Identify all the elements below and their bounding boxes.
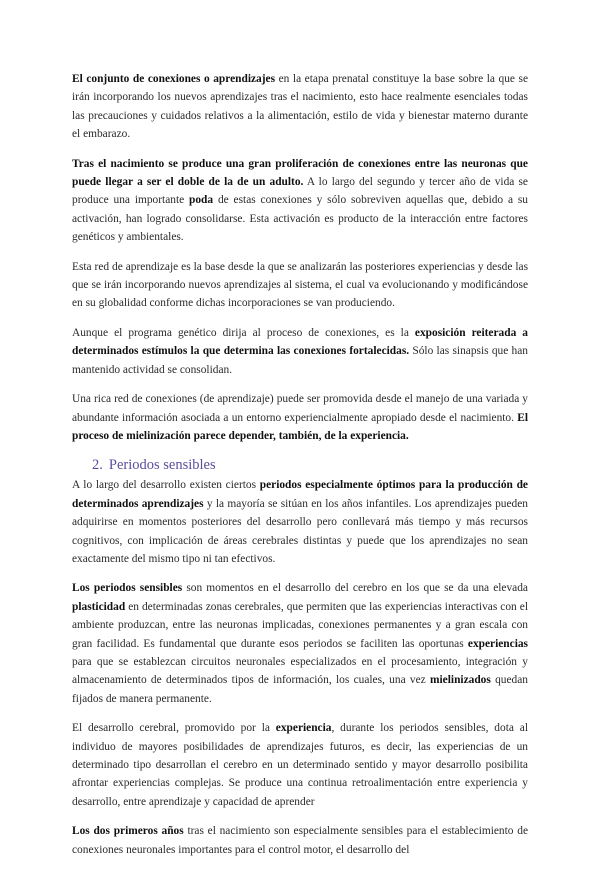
intro-section [72, 70, 528, 445]
body-text: en la etapa prenatal constituye la base sobre la que se irán incorporando los nuevos aprendizajes tras el nacimiento, esto hace realmente esenciales todas las precauciones y cuidados relativos a la alimentación, estilo de vida y bienestar materno durante el embarazo. [72, 73, 528, 141]
bold-text: experiencias [467, 637, 528, 650]
bold-text: poda [189, 194, 214, 207]
bold-text: plasticidad [72, 600, 126, 613]
body-text: El desarrollo cerebral, promovido por la [72, 722, 276, 735]
paragraph [72, 719, 528, 811]
body-text: A lo largo del segundo y tercer año de vida se produce una importante [72, 176, 528, 207]
paragraph [72, 476, 528, 568]
sensitive-periods-section [72, 476, 528, 859]
body-text: , durante los periodos sensibles, dota al individuo de mayores posibilidades de aprendizajes futuros, es decir, las experiencias de un determinado tipo desarrollan el cerebro en un determinado sentido y mayor desarrollo posibilita afrontar experiencias complejas. Se produce una continua retroalimentación entre experiencia y desarrollo, entre aprendizaje y capacidad de aprender [72, 722, 529, 808]
bold-text: periodos especialmente óptimos para la producción de determinados aprendizajes [72, 479, 528, 510]
bold-text: mielinizados [430, 674, 491, 687]
bold-text: exposición reiterada a determinados estímulos la que determina las conexiones fortalecidas. [72, 326, 528, 358]
body-text: Aunque el programa genético dirija al proceso de conexiones, es la [72, 326, 415, 339]
body-text: Esta red de aprendizaje es la base desde la que se analizarán las posteriores experiencias y desde las que se irán incorporando nuevos aprendizajes al sistema, el cual va evolucionando y modificándose en su globalidad conforme dichas incorporaciones se van produciendo. [72, 260, 528, 310]
body-text: y la mayoría se sitúan en los años infantiles. Los aprendizajes pueden adquirirse en momentos posteriores del desarrollo pero conllevará más tiempo y más recursos cognitivos, con implicación de áreas cerebrales distintas y puede que los aprendizajes no sean exactamente del mismo tipo ni tan efectivos. [72, 497, 529, 565]
body-text: en determinadas zonas cerebrales, que permiten que las experiencias interactivas con el ambiente produzcan, entre las neuronas implicadas, conexiones permanentes y a gran escala con gran facilidad. Es fundamental que durante esos periodos se faciliten las oportunas [72, 600, 528, 650]
body-text: para que se establezcan circuitos neuronales especializados en el procesamiento, integración y almacenamiento de determinados tipos de información, los cuales, una vez [72, 655, 528, 687]
bold-text: El conjunto de conexiones o aprendizajes [72, 73, 276, 85]
paragraph [72, 390, 528, 445]
body-text: son momentos en el desarrollo del cerebro en los que se da una elevada [182, 582, 528, 595]
bold-text: Los dos primeros años [72, 825, 184, 838]
body-text: A lo largo del desarrollo existen ciertos [72, 479, 260, 492]
paragraph [72, 324, 528, 379]
paragraph [72, 822, 528, 859]
body-text: Una rica red de conexiones (de aprendizaje) puede ser promovida desde el manejo de una variada y abundante información asociada a un entorno experiencialmente apropiado desde el nacimiento. [72, 393, 528, 424]
body-text: tras el nacimiento son especialmente sensibles para el establecimiento de conexiones neuronales importantes para el control motor, el desarrollo del [72, 825, 528, 856]
bold-text: Tras el nacimiento se produce una gran proliferación de conexiones entre las neuronas que puede llegar a ser el doble de la de un adulto. [72, 157, 528, 189]
body-text: de estas conexiones y sólo sobreviven aquellas que, debido a su activación, han logrado consolidarse. Esta activación es producto de la interacción entre factores genéticos y ambientales. [72, 194, 529, 244]
paragraph [72, 70, 528, 144]
section-title: Periodos sensibles [108, 457, 216, 474]
body-text: quedan fijados de manera permanente. [72, 674, 528, 705]
bold-text: El proceso de mielinización parece depender, también, de la experiencia. [72, 411, 528, 442]
section-heading [92, 456, 528, 474]
section-number: 2. [92, 457, 103, 474]
paragraph [72, 579, 528, 708]
bold-text: experiencia [275, 722, 332, 735]
body-text: Sólo las sinapsis que han mantenido actividad se consolidan. [72, 345, 528, 376]
document-page [72, 70, 528, 870]
paragraph [72, 155, 528, 247]
paragraph [72, 258, 528, 313]
bold-text: Los periodos sensibles [72, 582, 183, 595]
